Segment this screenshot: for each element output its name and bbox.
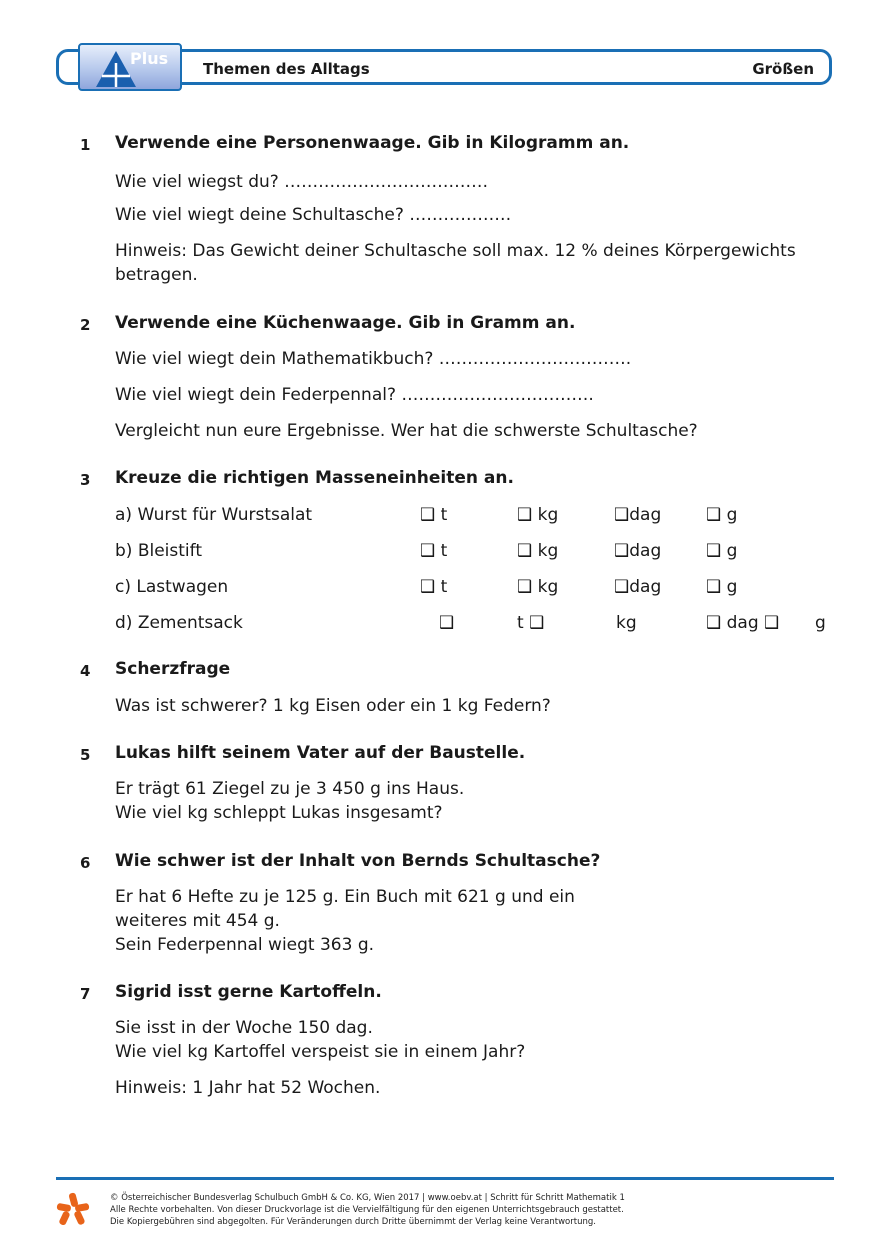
task-title: Kreuze die richtigen Masseneinheiten an. — [115, 468, 514, 488]
unit-checkbox[interactable]: ❑ t — [420, 541, 448, 561]
task-number: 7 — [80, 985, 91, 1003]
task-number: 6 — [80, 854, 91, 872]
task-line: betragen. — [115, 265, 198, 285]
header-topic: Größen — [752, 60, 814, 78]
task-number: 4 — [80, 662, 91, 680]
task-line: Wie viel wiegt dein Federpennal? ……………………………. — [115, 385, 594, 405]
footer-line: Die Kopiergebühren sind abgegolten. Für Veränderungen durch Dritte übernimmt der Verlag keine Verantwortung. — [110, 1217, 596, 1227]
publisher-logo-icon — [55, 1191, 91, 1227]
task-number: 3 — [80, 471, 91, 489]
task-number: 1 — [80, 136, 91, 154]
task-title: Lukas hilft seinem Vater auf der Baustelle. — [115, 743, 526, 763]
unit-checkbox[interactable]: ❑dag — [614, 505, 662, 525]
task-title: Scherzfrage — [115, 659, 231, 679]
unit-option-text: g — [815, 613, 826, 633]
task-line: Was ist schwerer? 1 kg Eisen oder ein 1 kg Federn? — [115, 696, 551, 716]
task-title: Wie schwer ist der Inhalt von Bernds Schultasche? — [115, 851, 601, 871]
task-number: 2 — [80, 316, 91, 334]
task-line: Hinweis: 1 Jahr hat 52 Wochen. — [115, 1078, 381, 1098]
unit-row-label: a) Wurst für Wurstsalat — [115, 505, 313, 525]
unit-checkbox[interactable]: ❑ kg — [517, 505, 559, 525]
unit-checkbox[interactable]: ❑ kg — [517, 541, 559, 561]
unit-row-label: b) Bleistift — [115, 541, 202, 561]
unit-checkbox[interactable]: ❑dag — [614, 577, 662, 597]
task-line: Er hat 6 Hefte zu je 125 g. Ein Buch mit 621 g und ein — [115, 887, 575, 907]
plus-logo — [78, 43, 182, 91]
unit-checkbox[interactable]: ❑ t — [420, 505, 448, 525]
unit-checkbox[interactable]: ❑ — [439, 613, 455, 633]
task-title: Sigrid isst gerne Kartoffeln. — [115, 982, 382, 1002]
footer-line: © Österreichischer Bundesverlag Schulbuch GmbH & Co. KG, Wien 2017 | www.oebv.at | Schritt für Schritt Mathematik 1 — [110, 1193, 625, 1203]
task-line: Wie viel wiegst du? ……………………………… — [115, 172, 489, 192]
unit-checkbox[interactable]: ❑ g — [706, 541, 738, 561]
task-line: Wie viel wiegt dein Mathematikbuch? ……………………………. — [115, 349, 632, 369]
unit-checkbox[interactable]: ❑ g — [706, 505, 738, 525]
unit-option-text: kg — [616, 613, 637, 633]
unit-row-label: d) Zementsack — [115, 613, 243, 633]
task-line: weiteres mit 454 g. — [115, 911, 280, 931]
task-title: Verwende eine Küchenwaage. Gib in Gramm an. — [115, 313, 576, 333]
unit-checkbox[interactable]: t ❑ — [517, 613, 545, 633]
unit-checkbox[interactable]: ❑ t — [420, 577, 448, 597]
unit-row-label: c) Lastwagen — [115, 577, 229, 597]
task-title: Verwende eine Personenwaage. Gib in Kilogramm an. — [115, 133, 630, 153]
footer-copyright — [110, 1192, 625, 1228]
task-line: Sein Federpennal wiegt 363 g. — [115, 935, 375, 955]
unit-checkbox[interactable]: ❑ kg — [517, 577, 559, 597]
logo-text: Plus — [130, 49, 169, 68]
task-line: Er trägt 61 Ziegel zu je 3 450 g ins Haus. — [115, 779, 465, 799]
task-line: Hinweis: Das Gewicht deiner Schultasche soll max. 12 % deines Körpergewichts — [115, 241, 796, 261]
task-line: Vergleicht nun eure Ergebnisse. Wer hat die schwerste Schultasche? — [115, 421, 698, 441]
unit-checkbox[interactable]: ❑ g — [706, 577, 738, 597]
footer-line: Alle Rechte vorbehalten. Von dieser Druckvorlage ist die Vervielfältigung für den eigenen Unterrichtsgebrauch gestattet. — [110, 1205, 624, 1215]
unit-checkbox[interactable]: ❑ dag ❑ — [706, 613, 780, 633]
task-line: Wie viel wiegt deine Schultasche? ……………… — [115, 205, 512, 225]
task-number: 5 — [80, 746, 91, 764]
task-line: Sie isst in der Woche 150 dag. — [115, 1018, 373, 1038]
unit-checkbox[interactable]: ❑dag — [614, 541, 662, 561]
header-title: Themen des Alltags — [203, 60, 370, 78]
footer-divider — [56, 1177, 834, 1180]
task-line: Wie viel kg Kartoffel verspeist sie in einem Jahr? — [115, 1042, 526, 1062]
task-line: Wie viel kg schleppt Lukas insgesamt? — [115, 803, 443, 823]
